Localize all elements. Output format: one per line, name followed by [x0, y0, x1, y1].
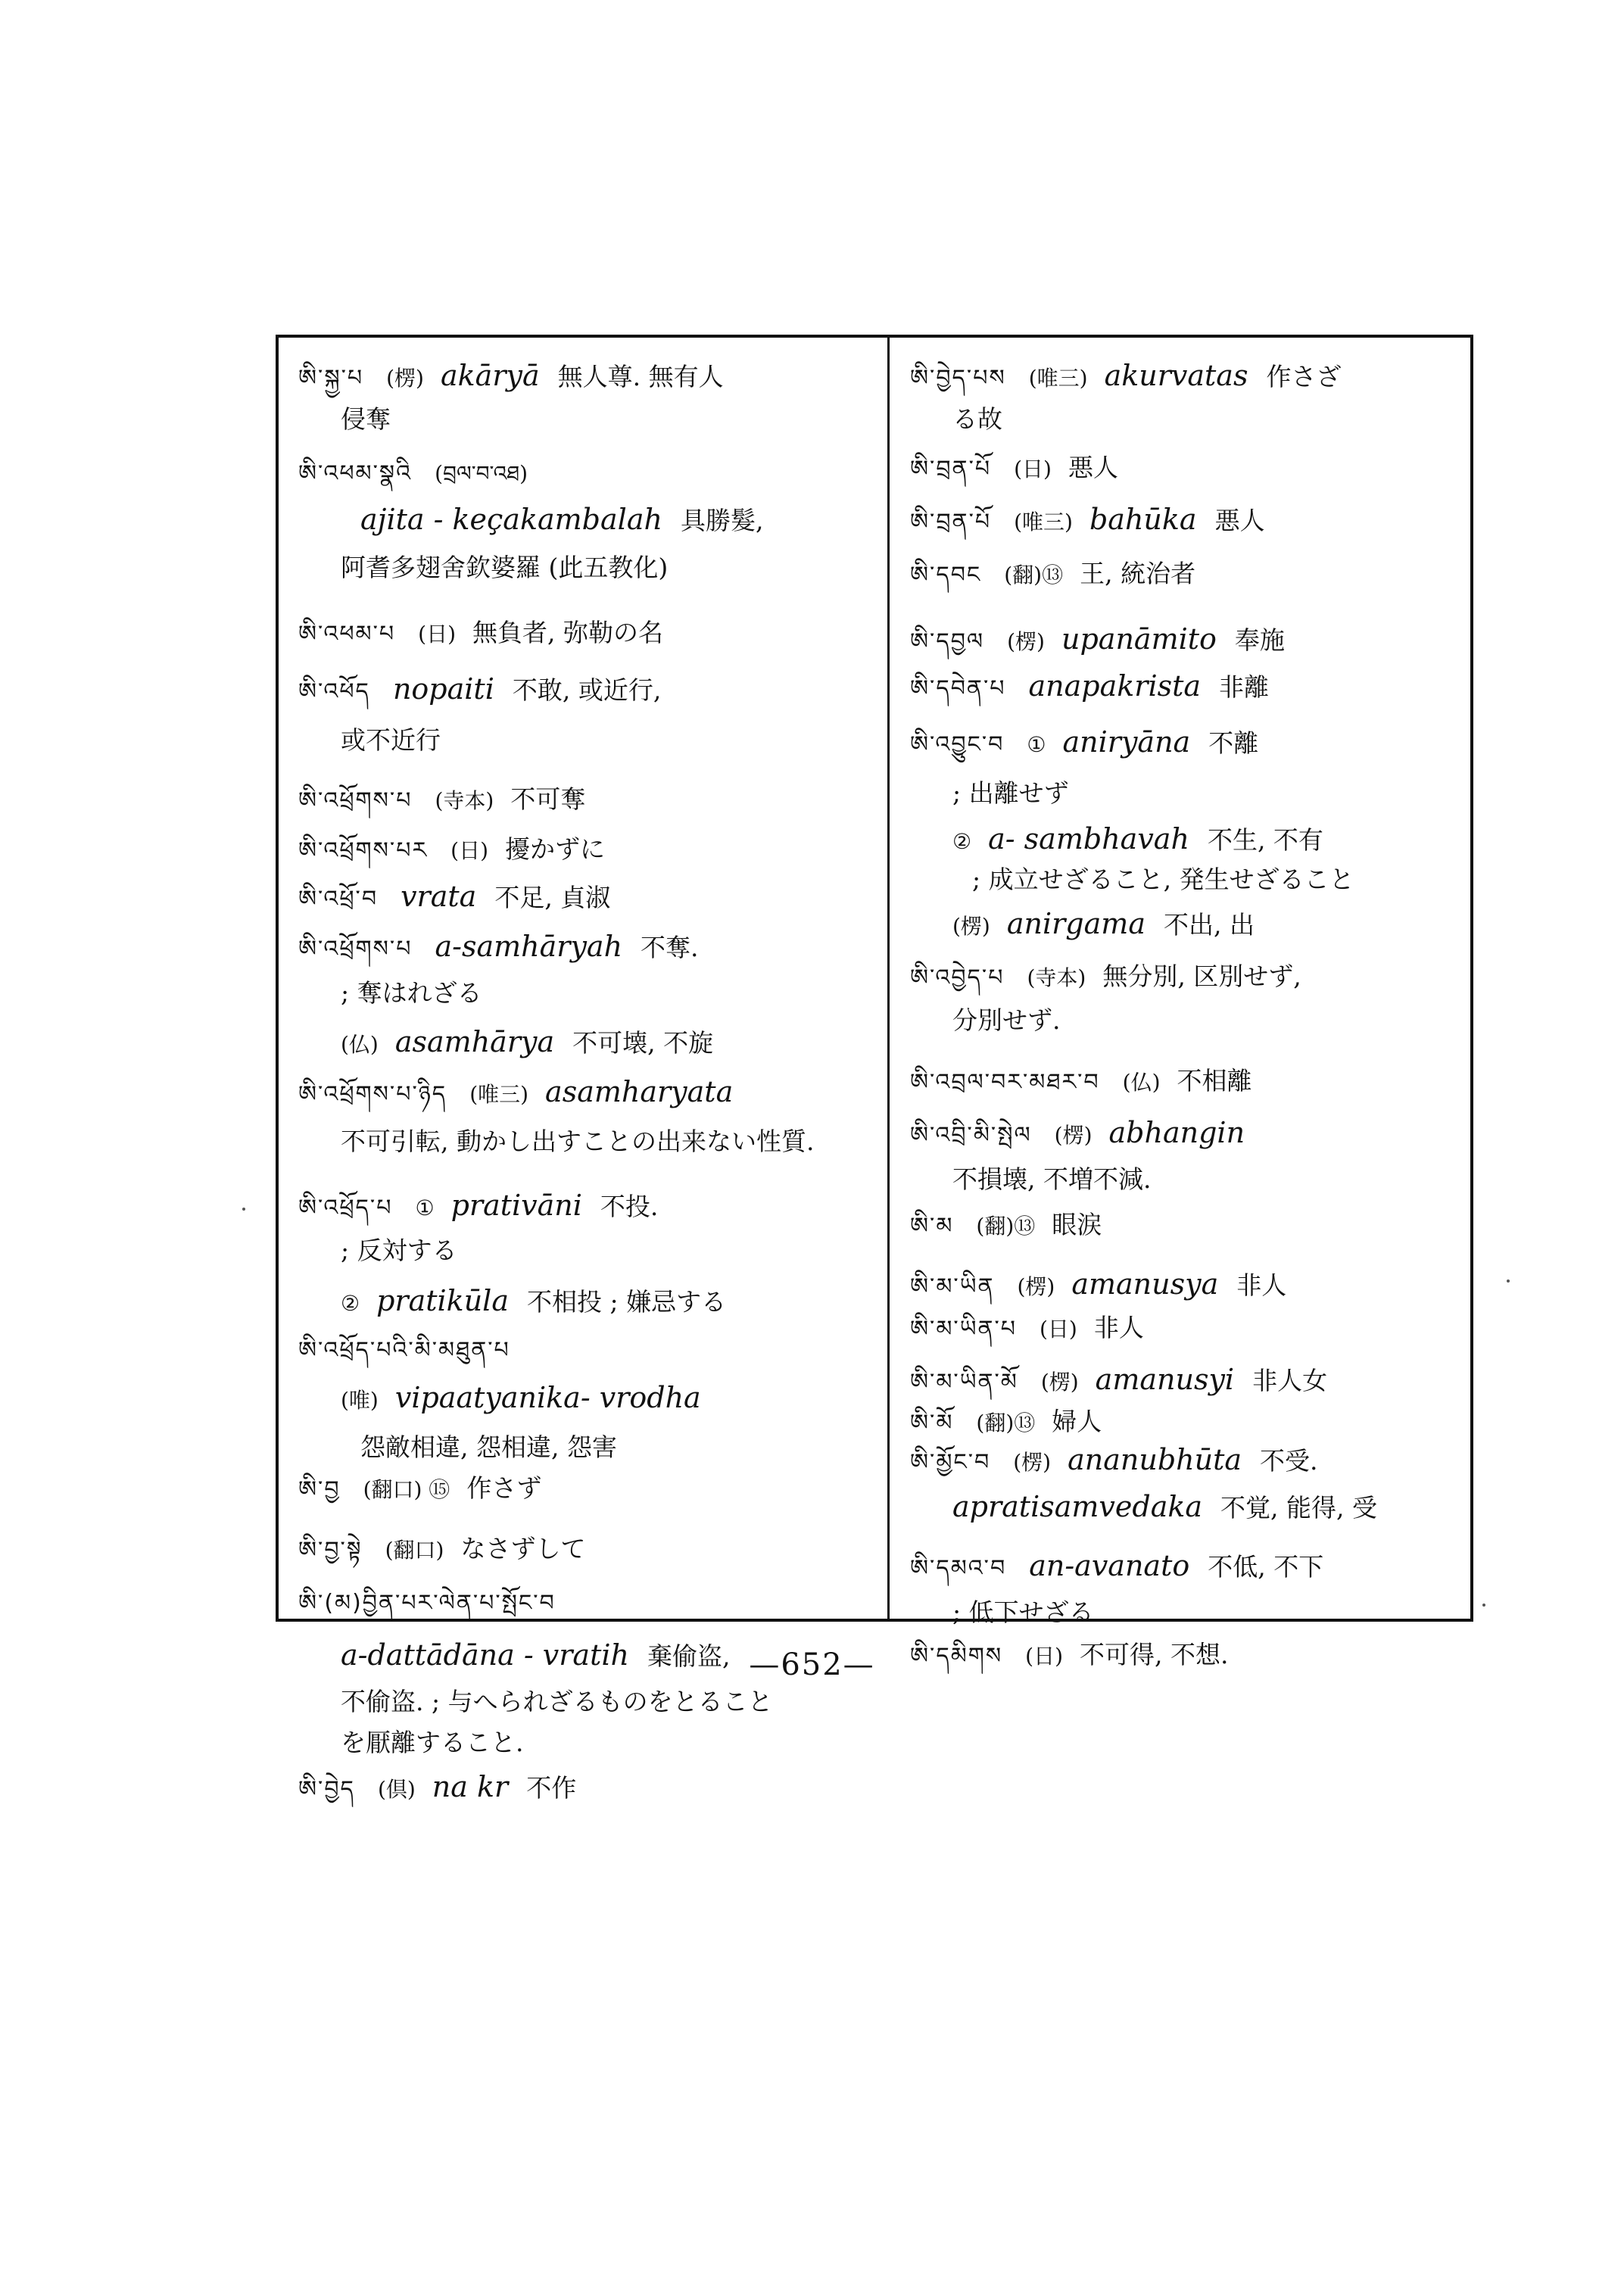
sanskrit-equivalent: ajita - keçakambalah — [360, 503, 662, 536]
tibetan-headword: ཨི་འབྲི་མི་སྤེལ — [910, 1122, 1032, 1149]
japanese-gloss: 不可壊, 不旋 — [572, 1028, 714, 1058]
source-tag: (唯三) — [1028, 366, 1088, 391]
dictionary-entry — [298, 456, 874, 491]
dictionary-entry — [910, 359, 1463, 395]
sanskrit-equivalent: pratikūla — [376, 1284, 509, 1317]
sanskrit-equivalent: nopaiti — [392, 672, 494, 706]
sanskrit-equivalent: anirgama — [1006, 907, 1146, 940]
dictionary-entry — [298, 880, 874, 916]
japanese-gloss: 不作 — [526, 1773, 577, 1803]
japanese-gloss: 非人 — [1236, 1270, 1287, 1300]
japanese-gloss: 不出, 出 — [1163, 910, 1255, 940]
source-tag: (仏) — [1122, 1070, 1161, 1095]
source-tag: (日) — [1014, 457, 1052, 482]
tibetan-headword: ཨི་འཕྲོད་པ — [298, 1195, 393, 1221]
source-tag: (翻口) ⑮ — [363, 1477, 450, 1502]
source-tag: (日) — [1025, 1644, 1063, 1669]
source-tag: (寺本) — [1027, 965, 1086, 990]
japanese-gloss: 不覚, 能得, 受 — [1220, 1493, 1378, 1523]
tibetan-headword: ཨི་(མ)བྱིན་པར་ལེན་པ་སྤོང་བ — [298, 1590, 556, 1616]
japanese-gloss: 無負者, 弥勒の名 — [472, 618, 663, 647]
gloss-text: 或不近行 — [341, 725, 441, 755]
entry-continuation — [910, 1490, 1463, 1525]
japanese-gloss: 非人女 — [1252, 1366, 1328, 1395]
entry-continuation — [298, 403, 874, 436]
entry-continuation — [910, 403, 1463, 436]
dictionary-entry — [910, 622, 1463, 659]
source-tag: (བྲལ་བ་འཐ) — [435, 461, 528, 486]
entry-continuation — [910, 1004, 1463, 1037]
tibetan-headword: ཨི་འཕྲོགས་པ — [298, 936, 413, 962]
dictionary-entry — [298, 1472, 874, 1507]
dictionary-entry — [298, 930, 874, 966]
dictionary-entry — [910, 1405, 1463, 1440]
tibetan-headword: ཨི་མྱོང་བ — [910, 1449, 991, 1476]
gloss-text: ; 成立せざること, 発生せざること — [972, 865, 1354, 894]
sanskrit-equivalent: a-samhāryah — [435, 930, 623, 963]
source-tag: (翻)⑬ — [976, 1214, 1036, 1239]
dictionary-entry — [298, 616, 874, 651]
sanskrit-equivalent: vipaatyanika- vrodha — [394, 1381, 701, 1414]
tibetan-headword: ཨི་མ་ཡིན་མོ — [910, 1369, 1018, 1395]
tibetan-headword: ཨི་འཕྲོགས་པ — [298, 787, 413, 814]
japanese-gloss: 奉施 — [1234, 625, 1285, 655]
japanese-gloss: 不離 — [1208, 728, 1259, 758]
japanese-gloss: 悪人 — [1214, 506, 1265, 535]
entry-continuation — [910, 1596, 1463, 1629]
entry-continuation — [298, 724, 874, 757]
sanskrit-equivalent: a-dattādāna - vratih — [341, 1638, 629, 1672]
entry-continuation — [298, 1284, 874, 1320]
tibetan-headword: ཨི་བྱེད་པས — [910, 365, 1006, 391]
tibetan-headword: ཨི་འབྱུང་བ — [910, 731, 1005, 758]
japanese-gloss: 眼涙 — [1052, 1210, 1102, 1239]
tibetan-headword: ཨི་འཕྲོགས་པ་ཉིད — [298, 1081, 447, 1108]
sanskrit-equivalent: na kr — [432, 1770, 509, 1803]
tibetan-headword: ཨི་དབྱལ — [910, 628, 985, 655]
japanese-gloss: 不可奪 — [510, 784, 586, 814]
dictionary-entry — [298, 1770, 874, 1806]
source-tag: (日) — [1039, 1317, 1077, 1342]
gloss-text: ; 奪はれざる — [341, 978, 482, 1008]
tibetan-headword: ཨི་བྱ — [298, 1476, 341, 1503]
page-number: —652— — [749, 1647, 875, 1682]
source-tag: ② — [341, 1291, 360, 1316]
source-tag: ① — [415, 1195, 435, 1220]
tibetan-headword: ཨི་སྐྱ་པ — [298, 365, 364, 391]
sanskrit-equivalent: akurvatas — [1104, 359, 1248, 392]
source-tag: ① — [1027, 732, 1046, 757]
source-tag: (唯) — [341, 1388, 379, 1413]
sanskrit-equivalent: apratisamvedaka — [952, 1490, 1203, 1523]
gloss-text: 怨敵相違, 怨相違, 怨害 — [360, 1432, 617, 1462]
entry-continuation — [298, 1431, 874, 1464]
tibetan-headword: ཨི་མ་ཡིན་པ — [910, 1316, 1017, 1342]
dictionary-entry — [910, 503, 1463, 539]
entry-continuation — [910, 907, 1463, 943]
dictionary-entry — [298, 1532, 874, 1567]
gloss-text: 分別せず. — [952, 1005, 1061, 1035]
sanskrit-equivalent: asamhārya — [394, 1025, 555, 1058]
gloss-text: 不偷盗. ; 与へられざるものをとること — [341, 1687, 773, 1716]
source-tag: ② — [952, 829, 972, 854]
japanese-gloss: 悪人 — [1068, 453, 1118, 482]
source-tag: (倶) — [377, 1777, 416, 1802]
japanese-gloss: 不投. — [600, 1192, 659, 1221]
dictionary-entry — [910, 960, 1463, 995]
tibetan-headword: ཨི་དབང — [910, 562, 982, 588]
dictionary-entry — [910, 725, 1463, 762]
entry-continuation — [298, 551, 874, 584]
japanese-gloss: 非離 — [1219, 672, 1270, 702]
entry-continuation — [298, 503, 874, 538]
tibetan-headword: ཨི་འཕྲོད་པའི་མི་མཐུན་པ — [298, 1337, 510, 1364]
tibetan-headword: ཨི་འབྱེད་པ — [910, 965, 1005, 991]
source-tag: (翻口) — [385, 1538, 444, 1563]
gloss-text: 阿耆多翅舍欽婆羅 (此五教化) — [341, 553, 669, 582]
japanese-gloss: 不足, 貞淑 — [494, 883, 611, 912]
sanskrit-equivalent: akāryā — [440, 359, 540, 392]
japanese-gloss: 不敢, 或近行, — [512, 675, 662, 705]
dictionary-entry — [298, 833, 874, 868]
sanskrit-equivalent: a- sambhavah — [988, 822, 1189, 856]
dictionary-entry — [910, 451, 1463, 486]
sanskrit-equivalent: bahūka — [1089, 503, 1197, 536]
dictionary-entry — [298, 783, 874, 818]
tibetan-headword: ཨི་བྱ་སྟེ — [298, 1537, 363, 1563]
tibetan-headword: ཨི་འཕྲོགས་པར — [298, 837, 429, 864]
scan-speck — [1507, 1279, 1510, 1283]
entry-continuation — [298, 1726, 874, 1759]
japanese-gloss: 無分別, 区別せず, — [1102, 962, 1301, 991]
sanskrit-equivalent: amanusya — [1071, 1267, 1219, 1301]
column-divider — [887, 338, 890, 1619]
tibetan-headword: ཨི་འཕྲོ་བ — [298, 886, 379, 912]
entry-continuation — [298, 1025, 874, 1061]
japanese-gloss: 不可得, 不想. — [1080, 1640, 1229, 1669]
sanskrit-equivalent: abhangin — [1108, 1116, 1245, 1149]
japanese-gloss: 不奪. — [641, 933, 699, 962]
source-tag: (楞) — [386, 366, 424, 391]
sanskrit-equivalent: an-avanato — [1029, 1549, 1190, 1582]
scan-speck — [242, 1208, 245, 1211]
dictionary-entry — [910, 1549, 1463, 1585]
tibetan-headword: ཨི་མ་ཡིན — [910, 1273, 995, 1300]
tibetan-headword: ཨི་བྲན་པོ — [910, 456, 992, 482]
japanese-gloss: 不相投 ; 嫌忌する — [527, 1287, 727, 1317]
source-tag: (唯三) — [1014, 510, 1073, 535]
tibetan-headword: ཨི་འཕོད — [298, 678, 370, 705]
source-tag: (楞) — [1013, 1450, 1052, 1475]
dictionary-entry — [298, 1075, 874, 1111]
dictionary-entry — [910, 1443, 1463, 1479]
entry-continuation — [910, 863, 1463, 896]
source-tag: (唯三) — [469, 1082, 529, 1107]
japanese-gloss: 無人尊. 無有人 — [557, 362, 724, 391]
dictionary-entry — [910, 1064, 1463, 1099]
source-tag: (翻)⑬ — [976, 1410, 1036, 1435]
dictionary-entry — [910, 1311, 1463, 1346]
source-tag: (翻)⑬ — [1004, 563, 1064, 588]
source-tag: (楞) — [952, 914, 990, 939]
entry-continuation — [298, 1125, 874, 1158]
entry-continuation — [910, 1163, 1463, 1196]
japanese-gloss: なさずして — [460, 1534, 586, 1563]
dictionary-entry — [910, 1208, 1463, 1243]
sanskrit-equivalent: anapakrista — [1028, 669, 1202, 703]
japanese-gloss: 擾かずに — [505, 834, 606, 864]
entry-continuation — [910, 822, 1463, 859]
source-tag: (仏) — [341, 1032, 379, 1057]
gloss-text: る故 — [952, 404, 1002, 434]
dictionary-entry — [910, 669, 1463, 706]
japanese-gloss: 作さざ — [1266, 362, 1342, 391]
japanese-gloss: 婦人 — [1052, 1407, 1102, 1436]
sanskrit-equivalent: upanāmito — [1061, 622, 1217, 656]
source-tag: (楞) — [1017, 1274, 1055, 1299]
source-tag: (楞) — [1007, 629, 1045, 654]
dictionary-entry — [298, 1189, 874, 1225]
japanese-gloss: 具勝髮, — [680, 506, 764, 535]
entry-continuation — [910, 777, 1463, 810]
tibetan-headword: ཨི་དམིགས — [910, 1643, 1003, 1669]
source-tag: (日) — [418, 622, 457, 647]
japanese-gloss: 不相離 — [1177, 1066, 1252, 1096]
sanskrit-equivalent: asamharyata — [545, 1075, 734, 1108]
scan-speck — [1482, 1604, 1485, 1607]
entry-continuation — [298, 1685, 874, 1719]
dictionary-entry — [298, 1332, 874, 1367]
tibetan-headword: ཨི་དམའ་བ — [910, 1555, 1007, 1582]
japanese-gloss: 王, 統治者 — [1080, 559, 1196, 588]
dictionary-entry — [910, 557, 1463, 592]
source-tag: (楞) — [1054, 1123, 1093, 1148]
gloss-text: 不損壊, 不増不減. — [952, 1164, 1152, 1194]
dictionary-entry — [910, 1116, 1463, 1152]
japanese-gloss: 非人 — [1093, 1313, 1144, 1342]
tibetan-headword: ཨི་འཕམ་པ — [298, 621, 396, 647]
sanskrit-equivalent: vrata — [401, 880, 477, 913]
tibetan-headword: ཨི་མོ — [910, 1410, 954, 1436]
tibetan-headword: ཨི་འཕམ་སྣའི — [298, 460, 413, 487]
entry-continuation — [298, 1234, 874, 1267]
entry-continuation — [298, 1381, 874, 1417]
tibetan-headword: ཨི་འབྲལ་བར་མཐར་བ — [910, 1069, 1100, 1096]
gloss-text: 侵奪 — [341, 404, 391, 434]
source-tag: (寺本) — [435, 788, 494, 813]
japanese-gloss: 不生, 不有 — [1207, 825, 1323, 855]
dictionary-entry — [298, 672, 874, 709]
gloss-text: を厭離すること. — [341, 1728, 524, 1757]
tibetan-headword: ཨི་བྱེད — [298, 1776, 355, 1803]
japanese-gloss: 不受. — [1260, 1446, 1318, 1476]
japanese-gloss: 作さず — [466, 1473, 542, 1503]
japanese-gloss: 不低, 不下 — [1208, 1552, 1324, 1582]
sanskrit-equivalent: amanusyi — [1095, 1363, 1235, 1396]
dictionary-entry — [298, 359, 874, 395]
tibetan-headword: ཨི་དབེན་པ — [910, 675, 1006, 702]
dictionary-entry — [910, 1363, 1463, 1399]
source-tag: (楞) — [1040, 1370, 1079, 1395]
gloss-text: 不可引転, 動かし出すことの出来ない性質. — [341, 1127, 815, 1156]
dictionary-entry — [910, 1267, 1463, 1304]
sanskrit-equivalent: prativāni — [450, 1189, 582, 1222]
japanese-gloss: 棄偷盗, — [647, 1641, 731, 1671]
tibetan-headword: ཨི་བྲན་པོ — [910, 509, 992, 535]
sanskrit-equivalent: ananubhūta — [1068, 1443, 1242, 1476]
tibetan-headword: ཨི་མ — [910, 1213, 954, 1239]
dictionary-entry — [298, 1585, 874, 1620]
sanskrit-equivalent: aniryāna — [1062, 725, 1191, 759]
gloss-text: ; 反対する — [341, 1236, 457, 1265]
gloss-text: ; 低下せざる — [952, 1597, 1094, 1627]
source-tag: (日) — [450, 838, 489, 863]
entry-continuation — [298, 977, 874, 1010]
gloss-text: ; 出離せず — [952, 778, 1069, 808]
